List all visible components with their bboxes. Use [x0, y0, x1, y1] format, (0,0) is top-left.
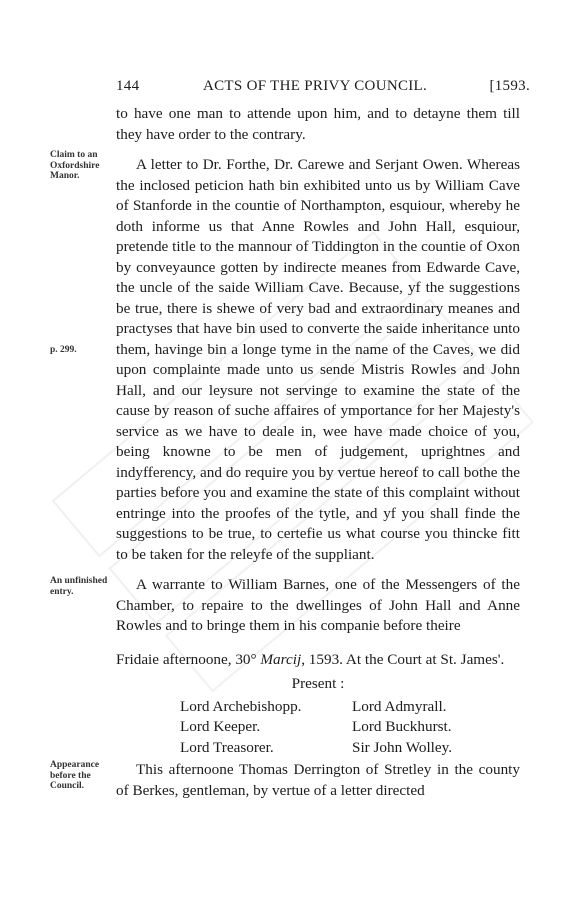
present-heading: Present : — [291, 675, 345, 692]
session-date — [116, 650, 520, 671]
margin-note-unfinished: An unfinished entry. — [50, 576, 108, 597]
date-month: Marcij — [260, 650, 302, 668]
header-year: [1593. — [489, 78, 530, 94]
margin-note-claim: Claim to an Oxfordshire Manor. — [50, 150, 100, 181]
running-header — [108, 78, 530, 98]
date-part-c: , 1593. At the Court at St. James'. — [301, 650, 505, 668]
attendee: Lord Archebishopp. — [180, 697, 302, 715]
paragraph-continued: to have one man to attende upon him, and to detayne them till they have order to the contrary. — [116, 105, 520, 143]
attendee: Lord Treasorer. — [180, 738, 274, 756]
attendee: Lord Buckhurst. — [352, 718, 452, 735]
paragraph-appearance: This afternoone Thomas Derrington of Stretley in the county of Berkes, gentleman, by vertue of a letter directed — [116, 761, 520, 799]
attendee: Lord Keeper. — [180, 718, 261, 735]
page-number: 144 — [116, 78, 140, 94]
attendee: Sir John Wolley. — [352, 738, 453, 756]
header-title: ACTS OF THE PRIVY COUNCIL. — [203, 78, 428, 94]
date-part-a: Fridaie afternoone, 30° — [116, 650, 257, 668]
body-text — [116, 104, 520, 801]
paragraph-warrant: A warrante to William Barnes, one of the Messengers of the Chamber, to repaire to the dwellinges of John Hall and Anne Rowles and to bringe them in his companie before theire — [116, 576, 520, 634]
margin-note-page-ref: p. 299. — [50, 345, 77, 355]
attendee: Lord Admyrall. — [352, 697, 447, 715]
margin-note-appearance: Appearance before the Council. — [50, 760, 100, 791]
paragraph-letter: A letter to Dr. Forthe, Dr. Carewe and Serjant Owen. Whereas the inclosed peticion hath bin exhibited unto us by William Cave of Stanforde in the countie of Northampton, esquiour, whereby he doth informe us that Anne Rowles and John Hall, esquiour, pretende title to the mannour of Tiddington in the countie of Oxon by conveyaunce gotten by indirecte meanes from Edwarde Cave, the uncle of the saide William Cave. Because, yf the suggestions be true, there is shewe of very bad and extraordinary meanes and practyses that have bin used to converte the saide inheritance unto them, havinge bin a longe tyme in the name of the Caves, we did upon complainte made unto us sende Mistris Rowles and John Hall, and our leysure not servinge to examine the state of the cause by reason of suche affaires of ymportance for her Majesty's service as we have to deale in, wee have made choice of you, being knowne to be men of judgement, uprightnes and indyfferency, and do require you by vertue hereof to call bothe the parties before you and examine the state of this complaint without entringe into the proofes of the tytle, and yf you shall finde the suggestions to be true, to certefie us what course you thincke fitt to be taken for the releyfe of the suppliant. — [116, 156, 520, 563]
attendance-list — [180, 697, 520, 759]
